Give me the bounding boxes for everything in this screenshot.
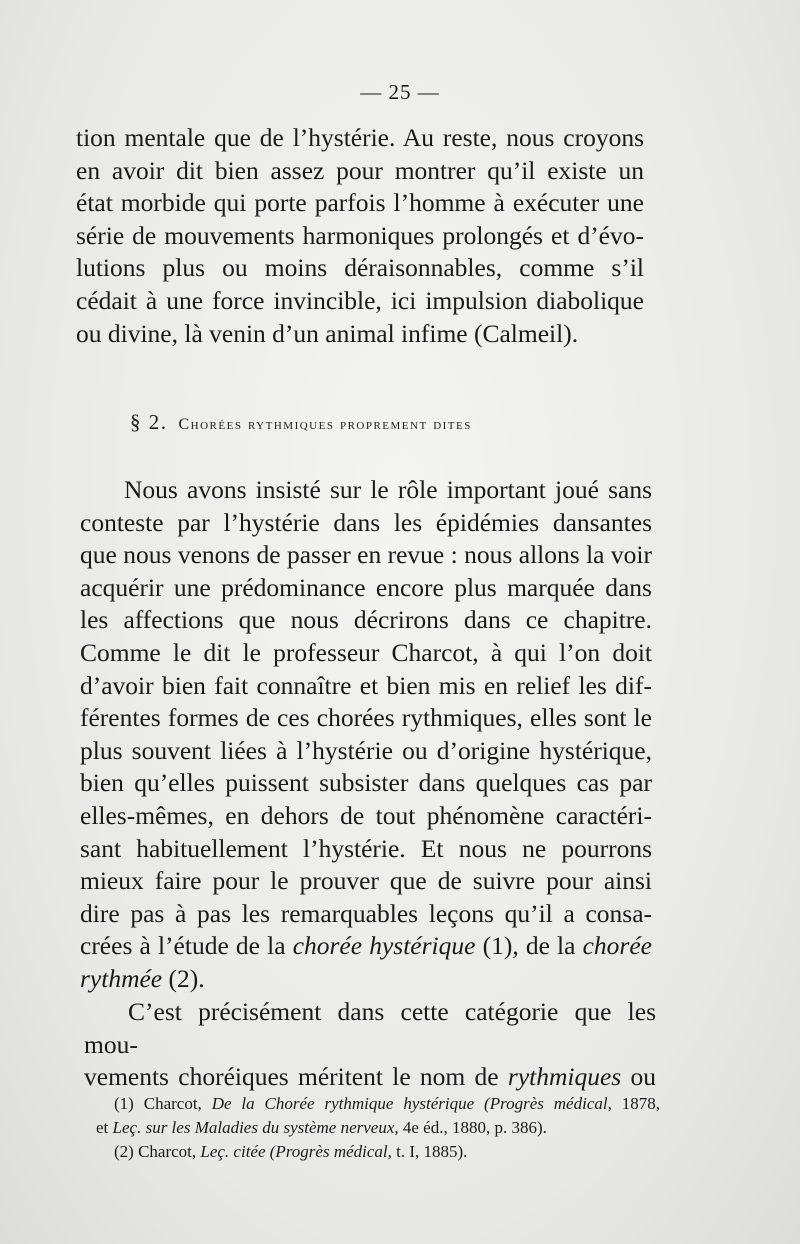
text-line: mieux faire pour le prouver que de suivre pour ainsi <box>80 866 652 896</box>
footnote-1 <box>96 1092 660 1116</box>
italic-text: Leç. citée (Progrès médical, <box>200 1142 392 1161</box>
text-line: ou divine, là venin d’un animal infime (Calmeil). <box>76 318 579 348</box>
italic-text: chorée <box>582 931 652 961</box>
text-line: C’est précisément dans cette catégorie que les mou- <box>84 997 656 1059</box>
text-line: sant habituellement l’hystérie. Et nous ne pourrons <box>80 833 652 863</box>
text-line: elles-mêmes, en dehors de tout phénomène caractéri- <box>80 800 652 830</box>
footnote-number: (1) Charcot, <box>114 1094 212 1113</box>
text-line: acquérir une prédominance encore plus marquée dans <box>80 572 652 602</box>
text-line: Comme le dit le professeur Charcot, à qui l’on doit <box>80 637 652 667</box>
text-line: férentes formes de ces chorées rythmiques, elles sont le <box>80 703 652 733</box>
text-line: tion mentale que de l’hystérie. Au reste, nous croyons <box>76 123 644 152</box>
text-line: série de mouvements harmoniques prolongés et d’évo- <box>76 220 644 250</box>
text-line: dire pas à pas les remarquables leçons qu’il a consa- <box>80 898 652 928</box>
text-run: 1878, <box>611 1094 660 1113</box>
footnote-1-cont <box>96 1116 660 1140</box>
italic-text: Leç. sur les Maladies du système nerveux, <box>112 1118 399 1137</box>
paragraph-continued <box>76 122 644 350</box>
text-run: (1), de la <box>475 931 583 961</box>
text-line: état morbide qui porte parfois l’homme à exécuter une <box>76 188 644 218</box>
text-line: plus souvent liées à l’hystérie ou d’origine hystérique, <box>80 735 652 765</box>
text-run: et <box>96 1118 113 1137</box>
text-run: (2). <box>162 963 205 993</box>
italic-text: chorée hystérique <box>292 931 476 961</box>
text-line: que nous venons de passer en revue : nous allons la voir <box>80 540 652 570</box>
text-run: t. I, 1885). <box>391 1142 468 1161</box>
footnote-number: (2) Charcot, <box>114 1142 201 1161</box>
text-line <box>84 1061 656 1094</box>
text-line: Nous avons insisté sur le rôle important joué sans <box>124 475 652 504</box>
section-title: Chorées rythmiques proprement dites <box>178 416 472 433</box>
text-run: crées à l’étude de la <box>80 931 293 961</box>
text-run: vements choréiques méritent le nom de <box>84 1062 508 1092</box>
section-heading <box>130 410 610 435</box>
paragraph <box>84 996 656 1094</box>
text-line: conteste par l’hystérie dans les épidémies dansantes <box>80 507 652 537</box>
footnote-2 <box>96 1140 660 1164</box>
section-number: § 2. <box>130 410 168 434</box>
footnotes <box>96 1092 660 1164</box>
text-line: en avoir dit bien assez pour montrer qu’il existe un <box>76 155 644 185</box>
italic-text: De la Chorée rythmique hystérique (Progrès médical, <box>211 1094 612 1113</box>
text-line <box>80 963 652 996</box>
italic-text: rythmée <box>80 963 163 993</box>
italic-text: rythmiques <box>507 1062 622 1092</box>
text-line <box>80 930 652 963</box>
text-line: les affections que nous décrirons dans ce chapitre. <box>80 605 652 635</box>
text-run: ou <box>621 1062 656 1092</box>
paragraph <box>80 474 652 996</box>
text-line: d’avoir bien fait connaître et bien mis en relief les dif- <box>80 670 652 700</box>
text-line: lutions plus ou moins déraisonnables, comme s’il <box>76 253 644 283</box>
text-line: cédait à une force invincible, ici impulsion diabolique <box>76 285 644 315</box>
page-number: — 25 — <box>360 80 440 104</box>
text-line: bien qu’elles puissent subsister dans quelques cas par <box>80 768 652 798</box>
text-run: 4e éd., 1880, p. 386). <box>398 1118 547 1137</box>
